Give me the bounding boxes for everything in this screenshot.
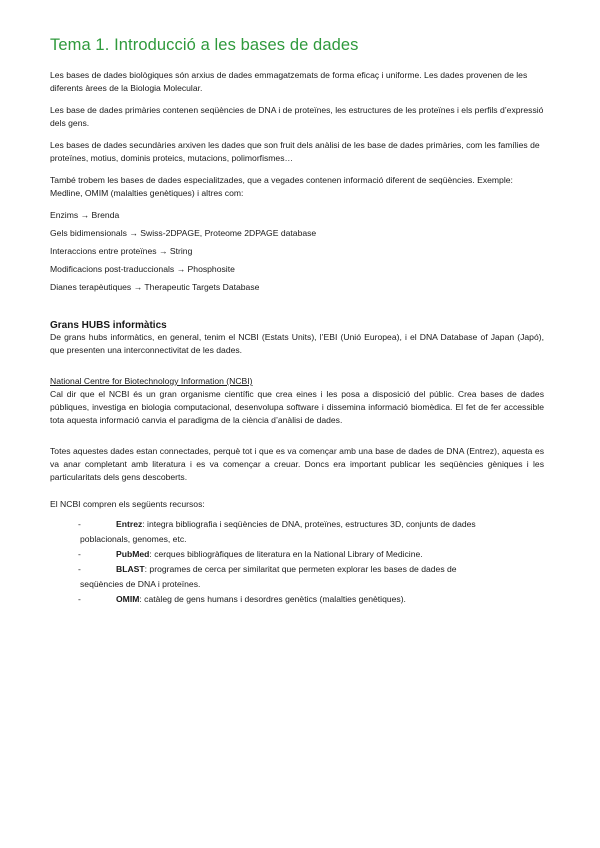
relation-item: Modificacions post-traduccionals → Phosphosite [50, 264, 235, 274]
list-item-blast [50, 562, 544, 577]
resource-name: Entrez [116, 519, 143, 529]
list-item-entrez [50, 517, 544, 532]
resource-name: OMIM [116, 594, 140, 604]
resource-desc: : cerques bibliogràfiques de literatura en la National Library of Medicine. [149, 549, 423, 559]
bullet-dash: - [78, 519, 81, 529]
resource-desc: : programes de cerca per similaritat que permeten explorar les bases de dades de [144, 564, 457, 574]
bullet-dash: - [78, 549, 81, 559]
paragraph-specialized-databases: També trobem les bases de dades especialitzades, que a vegades contenen informació diferent de seqüències. Exemple: Medline, OMIM (malalties genètiques) i altres com: [50, 175, 513, 198]
relation-item: Gels bidimensionals → Swiss-2DPAGE, Proteome 2DPAGE database [50, 228, 317, 238]
list-item-omim [50, 592, 544, 607]
paragraph-primary-databases: Les base de dades primàries contenen seqüències de DNA i de proteïnes, les estructures de les proteïnes i els perfils d’expressió dels gens. [50, 105, 544, 128]
bullet-dash: - [78, 594, 81, 604]
list-item-continuation: poblacionals, genomes, etc. [80, 534, 187, 544]
relation-item: Interaccions entre proteïnes → String [50, 246, 193, 256]
ncbi-heading [50, 375, 544, 388]
paragraph-connected-data: Totes aquestes dades estan connectades, perquè tot i que es va començar amb una base de dades de DNA (Entrez), aquesta es va anar completant amb literatura i es va començar a creuar. Doncs era important publicar les seqüències gèniques i les particularitats dels gens descoberts. [50, 446, 544, 482]
paragraph-ncbi: Cal dir que el NCBI és un gran organisme científic que crea eines i les posa a disposició del públic. Crea bases de dades públiques, investiga en biologia computacional, desenvolupa software i dissemina informació biomèdica. El fet de fer accessible tota aquesta informació canvia el paradigma de la ciència d’anàlisi de dades. [50, 389, 544, 425]
paragraph-secondary-databases: Les bases de dades secundàries arxiven les dades que son fruit dels anàlisi de les base de dades primàries, com les famílies de proteïnes, motius, dominis proteics, mutacions, polimorfismes… [50, 140, 540, 163]
document-page [50, 36, 544, 607]
relation-item: Dianes terapèutiques → Therapeutic Targets Database [50, 282, 260, 292]
relations-list [50, 209, 544, 294]
page-title: Tema 1. Introducció a les bases de dades [50, 36, 359, 54]
relation-item: Enzims → Brenda [50, 210, 120, 220]
paragraph-hubs: De grans hubs informàtics, en general, tenim el NCBI (Estats Units), l’EBI (Unió Europea), i el DNA Database of Japan (Japó), que presenten una interconnectivitat de les dades. [50, 332, 544, 355]
resources-list [50, 517, 544, 607]
section-heading-hubs: Grans HUBS informàtics [50, 320, 167, 331]
paragraph-resources-intro: El NCBI compren els següents recursos: [50, 499, 205, 509]
bullet-dash: - [78, 564, 81, 574]
ncbi-heading-text: National Centre for Biotechnology Information (NCBI) [50, 376, 253, 386]
resource-desc: : catàleg de gens humans i desordres genètics (malalties genètiques). [139, 594, 406, 604]
resource-name: BLAST [116, 564, 145, 574]
list-item-pubmed [50, 547, 544, 562]
resource-desc: : integra bibliografia i seqüències de DNA, proteïnes, estructures 3D, conjunts de dades [142, 519, 476, 529]
paragraph-intro: Les bases de dades biològiques són arxius de dades emmagatzemats de forma eficaç i uniforme. Les dades provenen de les diferents àrees de la Biologia Molecular. [50, 70, 528, 93]
resource-name: PubMed [116, 549, 150, 559]
list-item-continuation: seqüències de DNA i proteïnes. [80, 579, 201, 589]
